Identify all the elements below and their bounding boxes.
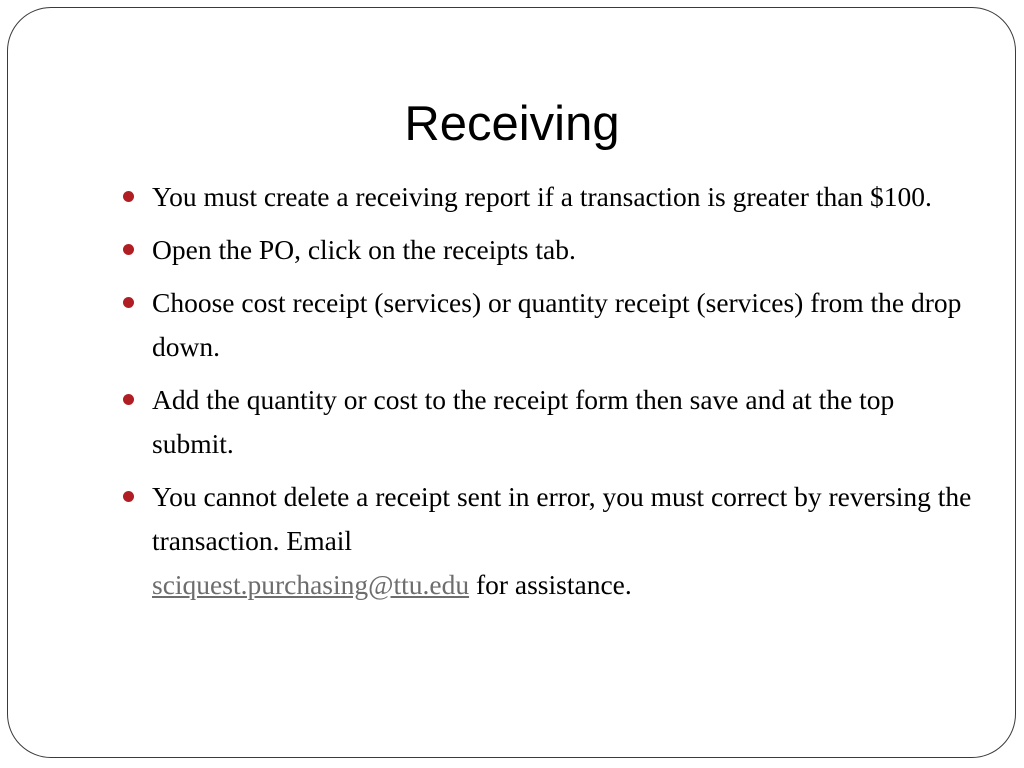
slide [7, 7, 1016, 758]
bullet-dot-icon [123, 244, 134, 255]
bullet-list [120, 175, 980, 616]
bullet-dot-icon [123, 491, 134, 502]
bullet-text-before-link: You cannot delete a receipt sent in error, you must correct by reversing the transaction. Email [152, 481, 972, 556]
bullet-dot-icon [123, 191, 134, 202]
email-link[interactable]: sciquest.purchasing@ttu.edu [152, 569, 470, 600]
list-item [120, 175, 980, 219]
list-item [120, 378, 980, 466]
list-item [120, 475, 980, 607]
slide-title: Receiving [404, 97, 620, 151]
bullet-text: Add the quantity or cost to the receipt form then save and at the top submit. [152, 384, 895, 459]
bullet-text: Choose cost receipt (services) or quantity receipt (services) from the drop down. [152, 287, 962, 362]
bullet-dot-icon [123, 297, 134, 308]
bullet-text: You must create a receiving report if a transaction is greater than $100. [152, 181, 932, 212]
bullet-dot-icon [123, 394, 134, 405]
bullet-text-after-link: for assistance. [469, 569, 632, 600]
list-item [120, 281, 980, 369]
bullet-text: Open the PO, click on the receipts tab. [152, 234, 576, 265]
list-item [120, 228, 980, 272]
